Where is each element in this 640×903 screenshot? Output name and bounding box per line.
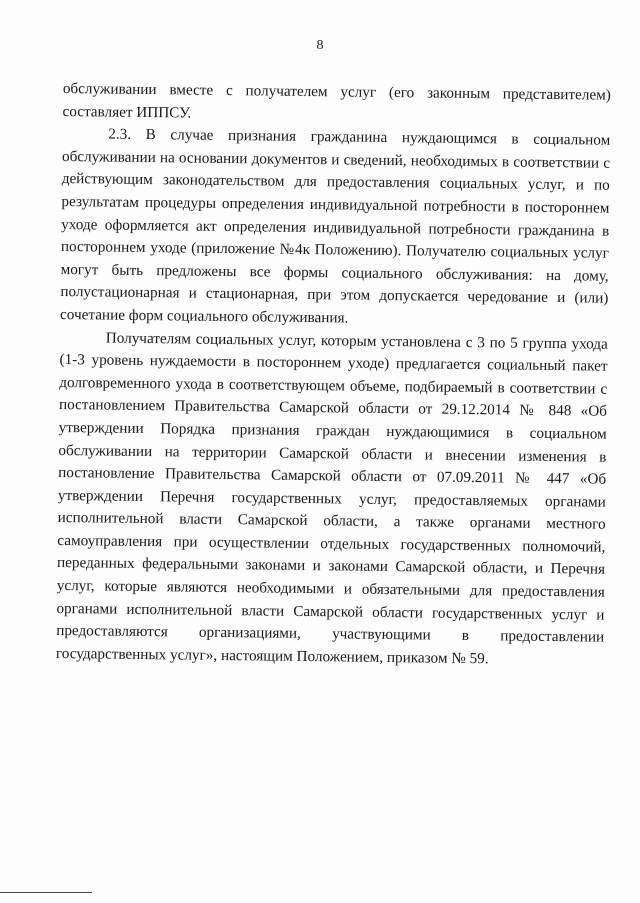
paragraph-care-package: Получателям социальных услуг, которым установлена с 3 по 5 группа ухода (1-3 уровень нуждаемости в постороннем уходе) предлагается социальный пакет долговременного ухода в соответствующем объеме, подбираемый в соответствии с постановлением Правительства Самарской области от 29.12.2014 № 848 «Об утверждении Порядка признания граждан нуждающимися в социальном обслуживании на территории Самарской области и внесении изменения в постановление Правительства Самарской области от 07.09.2011 № 447 «Об утверждении Перечня государственных услуг, предоставляемых органами исполнительной власти Самарской области, а также органами местного самоуправления при осуществлении отдельных государственных полномочий, переданных федеральными законами и законами Самарской области, и Перечня услуг, которые являются необходимыми и обязательными для предоставления органами исполнительной власти Самарской области государственных услуг и предоставляются организациями, участвующими в предоставлении государственных услуг», настоящим Положением, приказом № 59. — [55, 329, 608, 668]
page-number: 8 — [316, 38, 324, 53]
paragraph-continuation: обслуживании вместе с получателем услуг (его законным представителем) составляет ИППСУ. — [62, 79, 611, 122]
body-text — [56, 78, 611, 672]
footnote-divider — [0, 892, 92, 893]
paragraph-2-3: 2.3. В случае признания гражданина нуждающимся в социальном обслуживании на основании документов и сведений, необходимых в соответствии с действующим законодательством для предоставления социальных услуг, и по результатам процедуры определения индивидуальной потребности в постороннем уходе оформляется акт определения индивидуальной потребности гражданина в постороннем уходе (приложение №4к Положению). Получателю социальных услуг могут быть предложены все формы социального обслуживания: на дому, полустационарная и стационарная, при этом допускается чередование и (или) сочетание форм социального обслуживания. — [60, 125, 611, 327]
